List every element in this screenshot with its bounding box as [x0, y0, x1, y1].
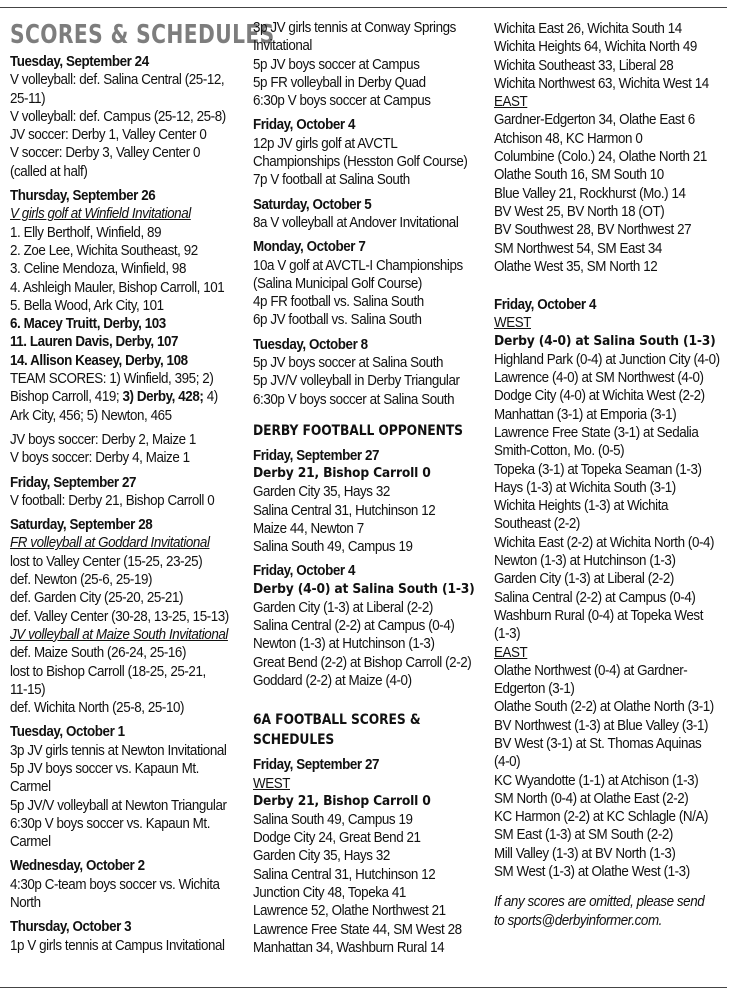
- list-item: 4:30p C-team boys soccer vs. Wichita: [10, 876, 220, 893]
- volleyball-results: [10, 553, 248, 626]
- list-item: 5p FR volleyball in Derby Quad: [253, 74, 426, 91]
- list-item: BV West 25, BV North 18 (OT): [494, 203, 665, 220]
- list-item: 3p JV girls tennis at Conway Springs: [253, 20, 456, 36]
- list-item: 5p JV boys soccer at Campus: [253, 56, 420, 73]
- list-item: 5p JV boys soccer vs. Kapaun Mt.: [10, 760, 199, 777]
- list-item: 10a V golf at AVCTL-I Championships: [253, 257, 463, 274]
- list-item: Wichita Northwest 63, Wichita West 14: [494, 75, 709, 92]
- scores-list: [253, 483, 493, 556]
- date-heading: Friday, September 27: [253, 757, 380, 774]
- date-heading: Friday, October 4: [253, 563, 355, 580]
- list-item: 11. Lauren Davis, Derby, 107: [10, 334, 179, 351]
- list-item: Salina Central (2-2) at Campus (0-4): [253, 618, 455, 635]
- list-item: Mill Valley (1-3) at BV North (1-3): [494, 845, 676, 862]
- list-item: Wichita East 26, Wichita South 14: [494, 21, 682, 37]
- list-item: 5p JV boys soccer at Salina South: [253, 355, 444, 372]
- date-heading: Tuesday, October 1: [10, 724, 125, 741]
- list-item: lost to Bishop Carroll (18-25, 25-21,: [10, 663, 206, 680]
- list-item: Dodge City (4-0) at Wichita West (2-2): [494, 388, 705, 405]
- list-item: Smith-Cotton, Mo. (0-5): [494, 443, 625, 460]
- list-item: 6. Macey Truitt, Derby, 103: [10, 316, 166, 333]
- team-score-text: Bishop Carroll, 419;: [10, 389, 123, 406]
- list-item: 3. Celine Mendoza, Winfield, 98: [10, 261, 186, 278]
- list-item: Topeka (3-1) at Topeka Seaman (1-3): [494, 461, 702, 478]
- date-heading: Friday, October 4: [494, 297, 596, 314]
- list-item: Dodge City 24, Great Bend 21: [253, 830, 421, 847]
- region-label: EAST: [494, 94, 528, 111]
- list-item: (4-0): [494, 754, 521, 771]
- list-item: Columbine (Colo.) 24, Olathe North 21: [494, 149, 707, 166]
- list-item: 14. Allison Keasey, Derby, 108: [10, 352, 188, 369]
- list-item: Southeast (2-2): [494, 516, 580, 533]
- list-item: Salina South 49, Campus 19: [253, 539, 413, 556]
- list-item: JV soccer: Derby 1, Valley Center 0: [10, 127, 207, 144]
- team-scores-line: [10, 388, 247, 406]
- scores-list: [494, 20, 750, 93]
- date-heading: Saturday, October 5: [253, 196, 372, 213]
- list-item: 6p JV football vs. Salina South: [253, 312, 422, 329]
- date-heading: Friday, September 27: [253, 447, 380, 464]
- list-item: Maize 44, Newton 7: [253, 520, 364, 537]
- list-item: SM Northwest 54, SM East 34: [494, 240, 662, 257]
- list-item: JV boys soccer: Derby 2, Maize 1: [10, 431, 196, 448]
- list-item: def. Maize South (26-24, 25-16): [10, 645, 186, 662]
- list-item: V boys soccer: Derby 4, Maize 1: [10, 450, 190, 467]
- volleyball-results: [10, 644, 248, 717]
- list-item: Highland Park (0-4) at Junction City (4-0): [494, 351, 720, 368]
- list-item: def. Wichita North (25-8, 25-10): [10, 700, 185, 717]
- event-title: FR volleyball at Goddard Invitational: [10, 535, 210, 552]
- list-item: 4p FR football vs. Salina South: [253, 294, 424, 311]
- list-item: North: [10, 895, 41, 912]
- list-item: Wichita Heights 64, Wichita North 49: [494, 39, 697, 56]
- region-label: EAST: [494, 644, 528, 661]
- schedule-list: [10, 492, 248, 510]
- schedule-list: [10, 876, 248, 913]
- list-item: def. Newton (25-6, 25-19): [10, 572, 153, 589]
- list-item: Newton (1-3) at Hutchinson (1-3): [494, 553, 676, 570]
- schedule-list: [253, 257, 493, 330]
- list-item: Great Bend (2-2) at Bishop Carroll (2-2): [253, 654, 472, 671]
- list-item: Newton (1-3) at Hutchinson (1-3): [253, 636, 435, 653]
- list-item: def. Valley Center (30-28, 13-25, 15-13): [10, 608, 229, 625]
- list-item: Carmel: [10, 834, 51, 851]
- date-heading: Friday, October 4: [253, 117, 355, 134]
- column-3: [494, 20, 750, 930]
- list-item: Olathe South 16, SM South 10: [494, 167, 664, 184]
- list-item: Edgerton (3-1): [494, 681, 575, 698]
- bottom-rule: [0, 987, 727, 988]
- list-item: Garden City 35, Hays 32: [253, 848, 390, 865]
- list-item: Lawrence (4-0) at SM Northwest (4-0): [494, 370, 704, 387]
- event-title: JV volleyball at Maize South Invitational: [10, 626, 228, 643]
- list-item: Blue Valley 21, Rockhurst (Mo.) 14: [494, 185, 686, 202]
- list-item: BV Northwest (1-3) at Blue Valley (3-1): [494, 717, 709, 734]
- derby-golf-results: [10, 315, 248, 370]
- list-item: Washburn Rural (0-4) at Topeka West: [494, 607, 704, 624]
- list-item: 2. Zoe Lee, Wichita Southeast, 92: [10, 242, 198, 259]
- team-score-text: 4): [203, 389, 218, 406]
- list-item: Gardner-Edgerton 34, Olathe East 6: [494, 112, 695, 129]
- team-scores-line: Ark City, 456; 5) Newton, 465: [10, 407, 172, 424]
- schedule-list: [10, 742, 248, 852]
- list-item: 1. Elly Bertholf, Winfield, 89: [10, 224, 162, 241]
- list-item: Lawrence Free State (3-1) at Sedalia: [494, 424, 699, 441]
- list-item: KC Wyandotte (1-1) at Atchison (1-3): [494, 772, 699, 789]
- derby-game: Derby (4-0) at Salina South (1-3): [494, 333, 716, 349]
- list-item: Garden City (1-3) at Liberal (2-2): [253, 599, 433, 616]
- schedule-list: [10, 937, 248, 955]
- list-item: Wichita East (2-2) at Wichita North (0-4): [494, 534, 715, 551]
- list-item: def. Garden City (25-20, 25-21): [10, 590, 184, 607]
- list-item: Garden City (1-3) at Liberal (2-2): [494, 571, 674, 588]
- list-item: 11-15): [10, 681, 46, 698]
- list-item: Lawrence Free State 44, SM West 28: [253, 921, 462, 938]
- list-item: 8a V volleyball at Andover Invitational: [253, 214, 459, 231]
- list-item: 4. Ashleigh Mauler, Bishop Carroll, 101: [10, 279, 225, 296]
- list-item: Lawrence 52, Olathe Northwest 21: [253, 903, 446, 920]
- list-item: Manhattan 34, Washburn Rural 14: [253, 939, 445, 956]
- list-item: Carmel: [10, 779, 51, 796]
- section-title: 6A FOOTBALL SCORES &: [253, 712, 421, 729]
- list-item: 25-11): [10, 90, 46, 107]
- derby-team-score: 3) Derby, 428;: [122, 389, 204, 406]
- list-item: (1-3): [494, 626, 521, 643]
- list-item: Junction City 48, Topeka 41: [253, 884, 406, 901]
- list-item: Goddard (2-2) at Maize (4-0): [253, 672, 412, 689]
- schedule-list: [253, 214, 493, 232]
- date-heading: Tuesday, September 24: [10, 54, 149, 70]
- list-item: Atchison 48, KC Harmon 0: [494, 130, 643, 147]
- list-item: V volleyball: def. Salina Central (25-12,: [10, 72, 225, 89]
- page-title: SCORES & SCHEDULES: [10, 20, 275, 50]
- column-2: [253, 19, 493, 957]
- list-item: V football: Derby 21, Bishop Carroll 0: [10, 492, 215, 509]
- footnote: to sports@derbyinformer.com.: [494, 912, 662, 929]
- derby-game: Derby (4-0) at Salina South (1-3): [253, 581, 475, 597]
- region-label: WEST: [253, 775, 290, 792]
- list-item: KC Harmon (2-2) at KC Schlagle (N/A): [494, 809, 709, 826]
- list-item: V soccer: Derby 3, Valley Center 0: [10, 145, 201, 162]
- list-item: Salina South 49, Campus 19: [253, 811, 413, 828]
- list-item: 6:30p V boys soccer at Salina South: [253, 391, 455, 408]
- list-item: Championships (Hesston Golf Course): [253, 154, 468, 171]
- schedule-list: [253, 135, 493, 190]
- schedule-list: [494, 662, 750, 882]
- list-item: 6:30p V boys soccer at Campus: [253, 93, 431, 110]
- team-scores-line: TEAM SCORES: 1) Winfield, 395; 2): [10, 371, 214, 388]
- date-heading: Thursday, September 26: [10, 188, 156, 205]
- list-item: 6:30p V boys soccer vs. Kapaun Mt.: [10, 815, 211, 832]
- list-item: Olathe Northwest (0-4) at Gardner-: [494, 662, 688, 679]
- list-item: BV Southwest 28, BV Northwest 27: [494, 222, 692, 239]
- list-item: 3p JV girls tennis at Newton Invitational: [10, 742, 227, 759]
- list-item: 5. Bella Wood, Ark City, 101: [10, 297, 164, 314]
- schedule-list: [253, 599, 493, 690]
- list-item: Hays (1-3) at Wichita South (3-1): [494, 479, 676, 496]
- region-label: WEST: [494, 315, 531, 332]
- list-item: 12p JV girls golf at AVCTL: [253, 135, 398, 152]
- list-item: Wichita Heights (1-3) at Wichita: [494, 498, 669, 515]
- list-item: Olathe West 35, SM North 12: [494, 258, 658, 275]
- list-item: Salina Central 31, Hutchinson 12: [253, 502, 436, 519]
- date-heading: Tuesday, October 8: [253, 336, 368, 353]
- event-title: V girls golf at Winfield Invitational: [10, 206, 191, 223]
- list-item: SM North (0-4) at Olathe East (2-2): [494, 790, 689, 807]
- list-item: Wichita Southeast 33, Liberal 28: [494, 57, 674, 74]
- scores-list: [494, 111, 750, 276]
- schedule-list: [494, 351, 750, 644]
- section-title: SCHEDULES: [253, 732, 335, 749]
- golf-results: [10, 224, 248, 315]
- date-heading: Friday, September 27: [10, 474, 137, 491]
- list-item: V volleyball: def. Campus (25-12, 25-8): [10, 108, 226, 125]
- list-item: 7p V football at Salina South: [253, 172, 410, 189]
- date-heading: Thursday, October 3: [10, 919, 132, 936]
- list-item: 5p JV/V volleyball in Derby Triangular: [253, 373, 460, 390]
- date-heading: Monday, October 7: [253, 239, 366, 256]
- list-item: Olathe South (2-2) at Olathe North (3-1): [494, 699, 714, 716]
- list-item: Salina Central 31, Hutchinson 12: [253, 866, 436, 883]
- scores-list: [253, 811, 493, 957]
- schedule-list: [10, 71, 248, 181]
- derby-game: Derby 21, Bishop Carroll 0: [253, 793, 431, 809]
- list-item: (Salina Municipal Golf Course): [253, 275, 422, 292]
- list-item: Garden City 35, Hays 32: [253, 484, 390, 501]
- section-title: DERBY FOOTBALL OPPONENTS: [253, 422, 463, 439]
- schedule-list: [253, 354, 493, 409]
- date-heading: Saturday, September 28: [10, 517, 153, 534]
- schedule-list: [253, 19, 493, 110]
- list-item: Salina Central (2-2) at Campus (0-4): [494, 589, 696, 606]
- list-item: BV West (3-1) at St. Thomas Aquinas: [494, 735, 702, 752]
- footnote: If any scores are omitted, please send: [494, 894, 705, 911]
- derby-game: Derby 21, Bishop Carroll 0: [253, 466, 431, 482]
- list-item: lost to Valley Center (15-25, 23-25): [10, 553, 203, 570]
- list-item: SM East (1-3) at SM South (2-2): [494, 827, 673, 844]
- list-item: Manhattan (3-1) at Emporia (3-1): [494, 406, 677, 423]
- list-item: Invitational: [253, 38, 312, 55]
- list-item: SM West (1-3) at Olathe West (1-3): [494, 864, 690, 881]
- date-heading: Wednesday, October 2: [10, 858, 145, 875]
- list-item: 5p JV/V volleyball at Newton Triangular: [10, 797, 227, 814]
- list-item: 1p V girls tennis at Campus Invitational: [10, 937, 225, 954]
- soccer-results: [10, 431, 248, 468]
- list-item: (called at half): [10, 163, 88, 180]
